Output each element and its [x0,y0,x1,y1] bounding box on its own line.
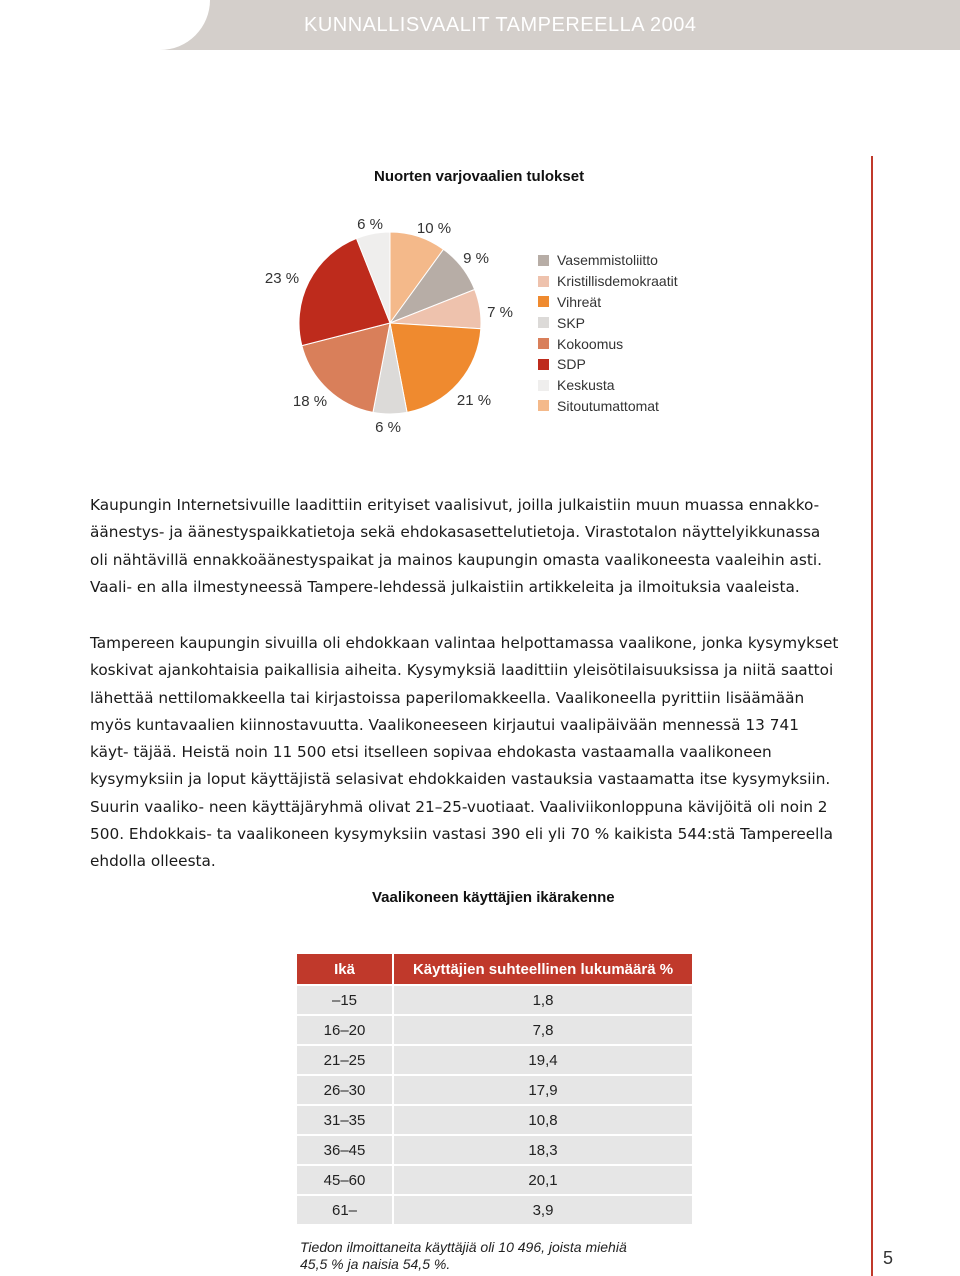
pie-label: 6 % [357,216,383,233]
cell-share: 10,8 [394,1106,692,1136]
table-row [297,1046,692,1076]
table-note-line: 45,5 % ja naisia 54,5 %. [300,1256,451,1272]
table-note-line: Tiedon ilmoittaneita käyttäjiä oli 10 496, joista miehiä [300,1239,627,1255]
legend-swatch [538,317,549,328]
legend-label: Kokoomus [557,335,624,352]
legend-label: Sitoutumattomat [557,397,659,414]
cell-age: –15 [297,986,394,1016]
legend-item [538,333,678,354]
cell-age: 61– [297,1196,394,1226]
legend-swatch [538,359,549,370]
paragraph-internet: Kaupungin Internetsivuille laadittiin erityiset vaalisivut, joilla julkaistiin muun muassa ennakko- äänestys- ja äänestyspaikkatietoja sekä ehdokasasettelutietoja. Virastotalon näyttelyikkunassa oli nähtävillä ennakkoäänestyspaikat ja mainos kaupungin omasta vaalikoneesta vaaleihin asti. Vaali- en alla ilmestyneessä Tampere-lehdessä julkaistiin artikkeleita ja ilmoituksia vaaleista. [90,496,822,596]
legend-swatch [538,400,549,411]
header-tab-shape [0,0,210,50]
table-row [297,1196,692,1226]
chart-title: Nuorten varjovaalien tulokset [374,168,585,185]
table-row [297,986,692,1016]
pie-label: 6 % [375,419,401,436]
age-table [297,954,692,1226]
cell-age: 26–30 [297,1076,394,1106]
legend-swatch [538,380,549,391]
margin-rule [871,156,873,1276]
table-header-row [297,954,692,986]
cell-share: 20,1 [394,1166,692,1196]
pie-label: 18 % [292,393,328,410]
cell-age: 16–20 [297,1016,394,1046]
legend-swatch [538,296,549,307]
legend-swatch [538,338,549,349]
table-row [297,1166,692,1196]
legend-label: SKP [557,314,586,331]
pie-label: 10 % [416,220,452,237]
cell-share: 1,8 [394,986,692,1016]
table-row [297,1106,692,1136]
cell-share: 17,9 [394,1076,692,1106]
cell-age: 45–60 [297,1166,394,1196]
table-title: Vaalikoneen käyttäjien ikärakenne [372,889,615,906]
cell-age: 36–45 [297,1136,394,1166]
chart-legend [538,250,678,416]
legend-label: SDP [557,356,586,373]
pie-label: 9 % [463,250,489,267]
legend-item [538,292,678,313]
legend-label: Vihreät [557,293,602,310]
table-row [297,1016,692,1046]
legend-swatch [538,255,549,266]
page-header [0,0,960,50]
pie-label: 23 % [264,270,300,287]
cell-share: 3,9 [394,1196,692,1226]
legend-item [538,250,678,271]
header-share: Käyttäjien suhteellinen lukumäärä % [394,954,692,986]
legend-item [538,375,678,396]
cell-share: 18,3 [394,1136,692,1166]
table-row [297,1076,692,1106]
pie-label: 7 % [487,304,513,321]
legend-item [538,271,678,292]
legend-label: Vasemmistoliitto [557,252,658,269]
legend-item [538,312,678,333]
table-row [297,1136,692,1166]
header-title: KUNNALLISVAALIT TAMPEREELLA 2004 [304,14,697,36]
legend-label: Keskusta [557,377,615,394]
table-note [300,1239,720,1273]
legend-item [538,396,678,417]
page-number: 5 [883,1248,894,1268]
pie-chart [260,205,540,445]
cell-share: 19,4 [394,1046,692,1076]
cell-share: 7,8 [394,1016,692,1046]
cell-age: 31–35 [297,1106,394,1136]
pie-label: 21 % [456,392,492,409]
cell-age: 21–25 [297,1046,394,1076]
legend-item [538,354,678,375]
header-age: Ikä [297,954,394,986]
legend-swatch [538,276,549,287]
paragraph-vaalikone: Tampereen kaupungin sivuilla oli ehdokkaan valintaa helpottamassa vaalikone, jonka kysymykset koskivat ajankohtaisia paikallisia aiheita. Kysymyksiä laadittiin yleisötilaisuuksissa ja niitä saattoi lähettää nettilomakkeella tai kirjastoissa paperilomakkeella. Vaalikoneella pyrittiin lisäämään myös kuntavaalien kiinnostavuutta. Vaalikoneeseen kirjautui vaalipäivään mennessä 13 741 käyt- täjää. Heistä noin 11 500 etsi itselleen sopivaa ehdokasta vastaamalla vaalikoneen kysymyksiin ja loput käyttäjistä selasivat ehdokkaiden vastauksia vastaamatta itse kysymyksiin. Suurin vaaliko- neen käyttäjäryhmä olivat 21–25-vuotiaat. Vaaliviikonloppuna kävijöitä oli noin 2 500. Ehdokkais- ta vaalikoneen kysymyksiin vastasi 390 eli yli 70 % kaikista 544:stä Tampereella ehdolla olleesta. [90,634,839,871]
legend-label: Kristillisdemokraatit [557,273,678,290]
